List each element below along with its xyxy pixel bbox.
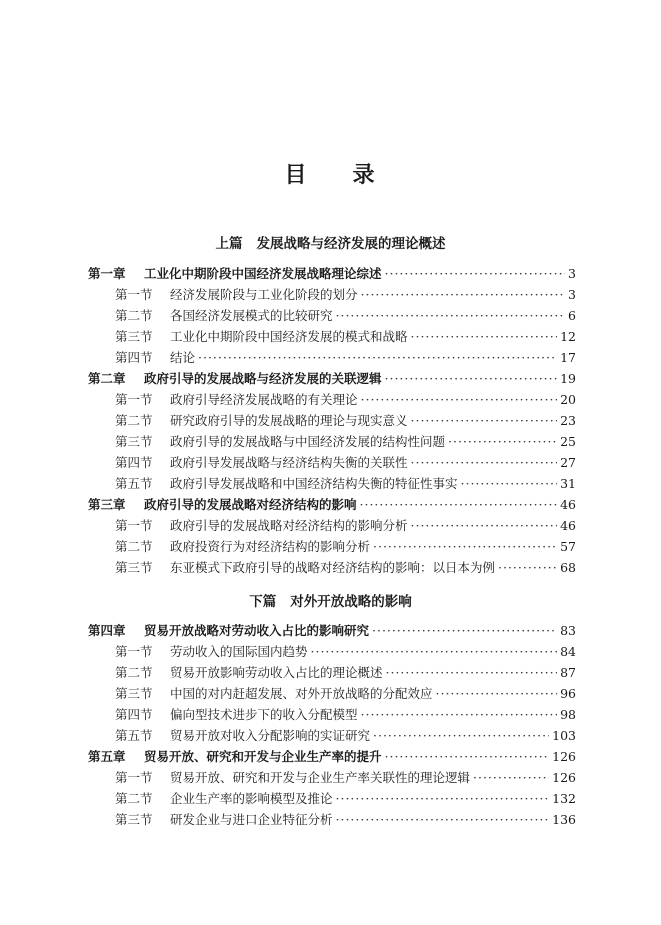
toc-chapter-1[interactable]: [88, 265, 576, 283]
page-number: 3: [568, 287, 576, 302]
dot-leader: [386, 664, 558, 682]
toc-section[interactable]: [115, 307, 576, 325]
dot-leader: [336, 307, 566, 325]
dot-leader: [198, 349, 557, 367]
toc-section[interactable]: [115, 517, 576, 535]
dot-leader: [411, 517, 558, 535]
dot-leader: [372, 622, 557, 640]
dot-leader: [373, 538, 557, 556]
section-number: 第四节: [115, 455, 153, 470]
section-number: 第二节: [115, 308, 153, 323]
page-number: 20: [560, 392, 576, 407]
section-number: 第四节: [115, 707, 153, 722]
toc-section[interactable]: [115, 643, 576, 661]
page-number: 6: [568, 308, 576, 323]
part-heading-2: [0, 590, 661, 610]
section-number: 第三节: [115, 686, 153, 701]
toc-section[interactable]: [115, 349, 576, 367]
section-number: 第四节: [115, 350, 153, 365]
toc-section[interactable]: [115, 769, 576, 787]
toc-section[interactable]: [115, 811, 576, 829]
section-title: 政府引导的发展战略与中国经济发展的结构性问题: [170, 434, 446, 449]
page-number: 12: [560, 329, 576, 344]
section-title: 中国的对内赶超发展、对外开放战略的分配效应: [170, 686, 433, 701]
page-number: 136: [552, 812, 576, 827]
page-number: 31: [560, 476, 576, 491]
section-number: 第三节: [115, 812, 153, 827]
section-title: 劳动收入的国际国内趋势: [170, 644, 308, 659]
section-title: 贸易开放影响劳动收入占比的理论概述: [170, 665, 383, 680]
page-number: 19: [560, 371, 576, 386]
page-number: 84: [560, 644, 576, 659]
chapter-number: 第五章: [88, 749, 126, 764]
section-title: 偏向型技术进步下的收入分配模型: [170, 707, 358, 722]
section-number: 第一节: [115, 770, 153, 785]
part-name: 发展战略与经济发展的理论概述: [256, 236, 446, 252]
toc-section[interactable]: [115, 328, 576, 346]
chapter-number: 第四章: [88, 623, 126, 638]
section-number: 第一节: [115, 518, 153, 533]
dot-leader: [461, 475, 558, 493]
dot-leader: [361, 391, 558, 409]
page-number: 46: [560, 497, 576, 512]
page-number: 87: [560, 665, 576, 680]
dot-leader: [473, 769, 549, 787]
dot-leader: [361, 706, 558, 724]
toc-section[interactable]: [115, 475, 576, 493]
section-title: 研究政府引导的发展战略的理论与现实意义: [170, 413, 408, 428]
part-name: 对外开放战略的影响: [290, 594, 412, 610]
section-title: 政府引导发展战略与经济结构失衡的关联性: [170, 455, 408, 470]
dot-leader: [373, 727, 549, 745]
page-number: 126: [552, 749, 576, 764]
section-number: 第一节: [115, 644, 153, 659]
part-label: 下篇: [249, 594, 277, 610]
page-number: 17: [560, 350, 576, 365]
section-title: 政府引导发展战略和中国经济结构失衡的特征性事实: [170, 476, 458, 491]
dot-leader: [385, 370, 558, 388]
dot-leader: [411, 412, 558, 430]
section-number: 第二节: [115, 413, 153, 428]
section-title: 贸易开放、研究和开发与企业生产率关联性的理论逻辑: [170, 770, 471, 785]
section-number: 第一节: [115, 287, 153, 302]
toc-section[interactable]: [115, 454, 576, 472]
section-title: 经济发展阶段与工业化阶段的划分: [170, 287, 358, 302]
dot-leader: [385, 265, 566, 283]
toc-chapter-4[interactable]: [88, 622, 576, 640]
chapter-title: 政府引导的发展战略对经济结构的影响: [144, 497, 357, 512]
section-number: 第二节: [115, 539, 153, 554]
dot-leader: [361, 286, 566, 304]
dot-leader: [360, 496, 558, 514]
section-title: 工业化中期阶段中国经济发展的模式和战略: [170, 329, 408, 344]
section-title: 研发企业与进口企业特征分析: [170, 812, 333, 827]
toc-chapter-2[interactable]: [88, 370, 576, 388]
dot-leader: [436, 685, 558, 703]
dot-leader: [448, 433, 557, 451]
section-number: 第五节: [115, 728, 153, 743]
dot-leader: [336, 811, 550, 829]
toc-section[interactable]: [115, 685, 576, 703]
page-number: 126: [552, 770, 576, 785]
title-char-2: 录: [352, 162, 377, 188]
section-title: 结论: [170, 350, 196, 365]
section-number: 第三节: [115, 434, 153, 449]
page-number: 96: [560, 686, 576, 701]
section-title: 政府引导的发展战略对经济结构的影响分析: [170, 518, 408, 533]
toc-section[interactable]: [115, 559, 576, 577]
title-char-1: 目: [284, 162, 309, 188]
toc-section[interactable]: [115, 538, 576, 556]
toc-chapter-5[interactable]: [88, 748, 576, 766]
page-number: 57: [560, 539, 576, 554]
dot-leader: [411, 328, 558, 346]
page-number: 103: [552, 728, 576, 743]
page-number: 25: [560, 434, 576, 449]
dot-leader: [385, 748, 550, 766]
section-title: 贸易开放对收入分配影响的实证研究: [170, 728, 371, 743]
page-number: 132: [552, 791, 576, 806]
toc-section[interactable]: [115, 706, 576, 724]
chapter-title: 贸易开放战略对劳动收入占比的影响研究: [144, 623, 370, 638]
section-title: 政府引导经济发展战略的有关理论: [170, 392, 358, 407]
section-title: 企业生产率的影响模型及推论: [170, 791, 333, 806]
chapter-title: 工业化中期阶段中国经济发展战略理论综述: [144, 266, 382, 281]
chapter-title: 贸易开放、研究和开发与企业生产率的提升: [144, 749, 382, 764]
section-title: 政府投资行为对经济结构的影响分析: [170, 539, 371, 554]
chapter-number: 第一章: [88, 266, 126, 281]
part-label: 上篇: [215, 236, 243, 252]
toc-section[interactable]: [115, 790, 576, 808]
section-number: 第三节: [115, 560, 153, 575]
section-title: 东亚模式下政府引导的战略对经济结构的影响：以日本为例: [170, 560, 496, 575]
page-number: 83: [560, 623, 576, 638]
page-number: 3: [568, 266, 576, 281]
dot-leader: [411, 454, 558, 472]
chapter-number: 第三章: [88, 497, 126, 512]
toc-section[interactable]: [115, 727, 576, 745]
toc-chapter-3[interactable]: [88, 496, 576, 514]
section-number: 第一节: [115, 392, 153, 407]
page-number: 46: [560, 518, 576, 533]
section-number: 第三节: [115, 329, 153, 344]
dot-leader: [336, 790, 550, 808]
toc-section[interactable]: [115, 433, 576, 451]
toc-section[interactable]: [115, 286, 576, 304]
page-number: 23: [560, 413, 576, 428]
dot-leader: [498, 559, 557, 577]
dot-leader: [311, 643, 558, 661]
page-title: [0, 158, 661, 189]
part-heading-1: [0, 232, 661, 252]
toc-section[interactable]: [115, 412, 576, 430]
page-number: 68: [560, 560, 576, 575]
section-number: 第五节: [115, 476, 153, 491]
page-number: 98: [560, 707, 576, 722]
page-number: 27: [560, 455, 576, 470]
section-number: 第二节: [115, 791, 153, 806]
section-number: 第二节: [115, 665, 153, 680]
toc-section[interactable]: [115, 664, 576, 682]
chapter-number: 第二章: [88, 371, 126, 386]
chapter-title: 政府引导的发展战略与经济发展的关联逻辑: [144, 371, 382, 386]
toc-section[interactable]: [115, 391, 576, 409]
section-title: 各国经济发展模式的比较研究: [170, 308, 333, 323]
